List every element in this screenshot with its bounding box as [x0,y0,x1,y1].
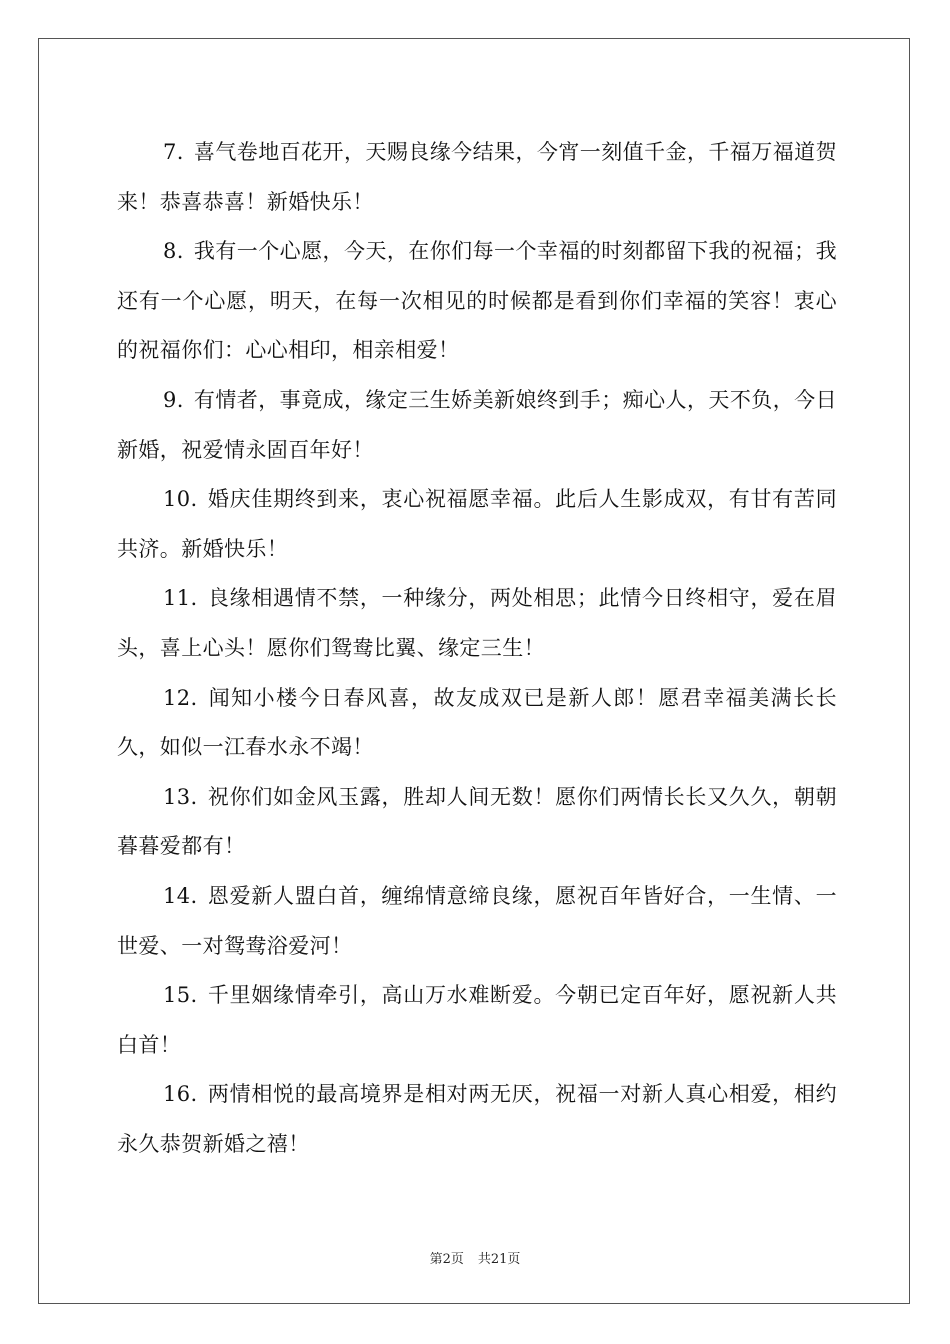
paragraph-9 [117,376,837,475]
paragraph-text: 千里姻缘情牵引，高山万水难断爱。今朝已定百年好，愿祝新人共白首！ [117,983,837,1057]
paragraph-10 [117,475,837,574]
paragraph-text: 两情相悦的最高境界是相对两无厌，祝福一对新人真心相爱，相约永久恭贺新婚之禧！ [117,1082,837,1156]
paragraph-15 [117,971,837,1070]
paragraph-16 [117,1070,837,1169]
paragraph-text: 良缘相遇情不禁，一种缘分，两处相思；此情今日终相守，爱在眉头，喜上心头！愿你们鸳鸯比翼、缘定三生！ [117,586,837,660]
paragraph-number: 9. [163,387,184,412]
paragraph-text: 恩爱新人盟白首，缠绵情意缔良缘，愿祝百年皆好合，一生情、一世爱、一对鸳鸯浴爱河！ [117,883,837,958]
paragraph-number: 16. [163,1082,198,1107]
paragraph-text: 我有一个心愿，今天，在你们每一个幸福的时刻都留下我的祝福；我还有一个心愿，明天，在每一次相见的时候都是看到你们幸福的笑容！衷心的祝福你们：心心相印，相亲相爱！ [117,239,837,363]
paragraph-14 [117,872,837,971]
paragraph-11 [117,574,837,673]
paragraph-text: 喜气卷地百花开，天赐良缘今结果，今宵一刻值千金，千福万福道贺来！恭喜恭喜！新婚快乐！ [117,140,837,214]
paragraph-text: 祝你们如金风玉露，胜却人间无数！愿你们两情长长又久久，朝朝暮暮爱都有！ [117,784,837,859]
paragraph-number: 11. [163,586,198,611]
total-pages-label: 共21页 [477,1252,521,1267]
paragraph-12 [117,674,837,773]
paragraph-7 [117,128,837,227]
paragraph-number: 12. [163,685,198,710]
page-footer [0,1248,950,1267]
paragraph-number: 15. [163,983,198,1008]
paragraph-text: 婚庆佳期终到来，衷心祝福愿幸福。此后人生影成双，有甘有苦同共济。新婚快乐！ [117,487,837,561]
paragraph-number: 7. [163,140,184,164]
current-page-label: 第2页 [429,1252,464,1267]
paragraph-number: 10. [163,487,198,512]
paragraph-number: 13. [163,784,198,809]
paragraph-13 [117,773,837,872]
paragraph-8 [117,227,837,376]
paragraph-number: 8. [163,239,184,264]
paragraph-text: 有情者，事竟成，缘定三生娇美新娘终到手；痴心人，天不负，今日新婚，祝爱情永固百年好！ [117,387,837,462]
paragraph-text: 闻知小楼今日春风喜，故友成双已是新人郎！愿君幸福美满长长久，如似一江春水永不竭！ [117,685,837,760]
paragraph-number: 14. [163,883,198,908]
document-body [117,128,837,1169]
